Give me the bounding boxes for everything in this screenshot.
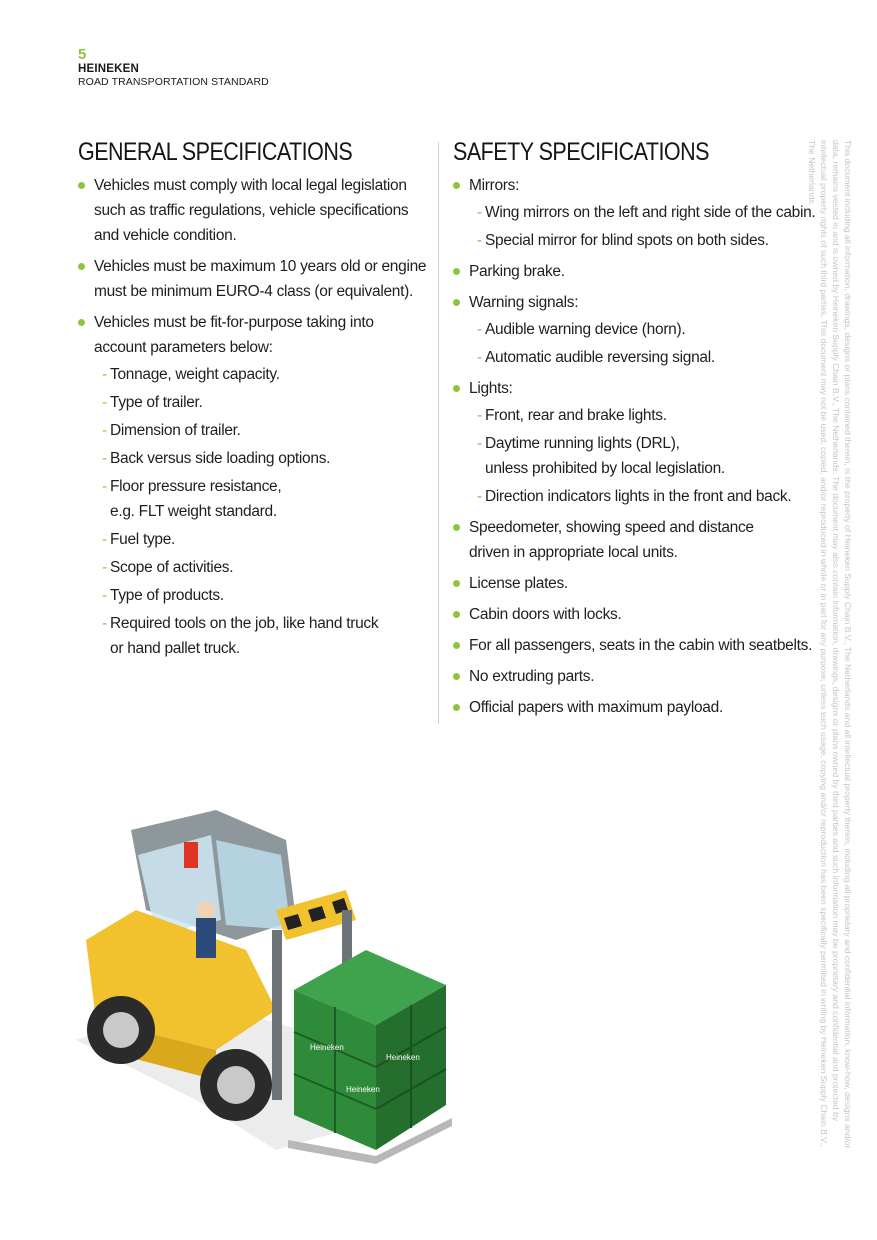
sublist-item: - Tonnage, weight capacity. <box>102 362 428 387</box>
sublist-item: - Required tools on the job, like hand truck or hand pallet truck. <box>102 611 380 661</box>
list-item: For all passengers, seats in the cabin with seatbelts. <box>453 633 803 658</box>
lights-sublist <box>477 403 803 509</box>
legal-disclaimer: This document including all information, drawings, designs or plans contained therein, is the property of Heineken Supply Chain B.V., The Netherlands and all intellectual property therein, including all proprietary and confidential information, know-how, designs and/or data, remains vested in and is owned by Heineken Supply Chain B.V., The Netherlands. The document may also contain information, drawings, designs or plans owned by third parties and such information may be proprietary and confidential and protected by intellectual property rights of such third parties. This document may not be used, copied, and/or reproduced in whole or in part for any purpose, unless such usage, copying and/or reproduction has been specifically permitted in writing by Heineken Supply Chain B.V., The Netherlands. <box>807 140 853 1149</box>
sublist-item: - Scope of activities. <box>102 555 428 580</box>
sublist-item: - Floor pressure resistance, e.g. FLT weight standard. <box>102 474 290 524</box>
crate-label: Heineken <box>386 1053 420 1062</box>
front-wheel-hub <box>217 1066 255 1104</box>
mast-left <box>272 930 282 1100</box>
list-item <box>453 290 803 370</box>
list-item-text: Mirrors: <box>469 177 520 194</box>
list-item-text: Vehicles must be fit-for-purpose taking into account parameters below: <box>94 314 374 356</box>
forklift-illustration <box>76 800 466 1170</box>
sublist-item: - Direction indicators lights in the front and back. <box>477 484 803 509</box>
rear-wheel-hub <box>103 1012 139 1048</box>
warning-beacon <box>184 842 198 868</box>
parameters-sublist <box>102 362 428 661</box>
driver-body <box>196 918 216 958</box>
driver-head <box>197 901 215 919</box>
list-item: License plates. <box>453 571 803 596</box>
sublist-item: - Wing mirrors on the left and right side of the cabin. <box>477 200 803 225</box>
sublist-item: - Dimension of trailer. <box>102 418 428 443</box>
safety-specifications-title: SAFETY SPECIFICATIONS <box>453 138 709 166</box>
crate-label: Heineken <box>310 1043 344 1052</box>
page-header <box>78 46 269 89</box>
brand-name: HEINEKEN <box>78 63 140 76</box>
general-specifications-title: GENERAL SPECIFICATIONS <box>78 138 353 166</box>
list-item: Cabin doors with locks. <box>453 602 803 627</box>
list-item: Official papers with maximum payload. <box>453 695 803 720</box>
list-item: Parking brake. <box>453 259 803 284</box>
column-divider <box>438 142 439 724</box>
sublist-item: - Type of products. <box>102 583 428 608</box>
list-item: Vehicles must be maximum 10 years old or engine must be minimum EURO-4 class (or equivalent). <box>78 254 428 304</box>
mirrors-sublist <box>477 200 816 253</box>
list-item: Vehicles must comply with local legal legislation such as traffic regulations, vehicle specifications and vehicle condition. <box>78 173 428 248</box>
sublist-item: - Front, rear and brake lights. <box>477 403 803 428</box>
general-specifications-section <box>78 138 428 667</box>
list-item <box>453 376 803 509</box>
list-item: Speedometer, showing speed and distance driven in appropriate local units. <box>453 515 769 565</box>
sublist-item: - Fuel type. <box>102 527 428 552</box>
sublist-item: - Type of trailer. <box>102 390 428 415</box>
document-subtitle: ROAD TRANSPORTATION STANDARD <box>78 76 269 89</box>
list-item: No extruding parts. <box>453 664 803 689</box>
general-specifications-list <box>78 173 428 661</box>
sublist-item: - Audible warning device (horn). <box>477 317 803 342</box>
sublist-item: - Special mirror for blind spots on both sides. <box>477 228 803 253</box>
sublist-item: - Back versus side loading options. <box>102 446 428 471</box>
list-item <box>78 310 428 661</box>
warning-signals-sublist <box>477 317 803 370</box>
list-item-text: Warning signals: <box>469 294 579 311</box>
crate-label: Heineken <box>346 1085 380 1094</box>
list-item <box>453 173 816 253</box>
list-item-text: Lights: <box>469 380 513 397</box>
safety-specifications-list <box>453 173 816 720</box>
sublist-item: - Automatic audible reversing signal. <box>477 345 803 370</box>
page-number: 5 <box>78 46 87 63</box>
safety-specifications-section <box>453 138 816 726</box>
sublist-item: - Daytime running lights (DRL), unless prohibited by local legislation. <box>477 431 725 481</box>
